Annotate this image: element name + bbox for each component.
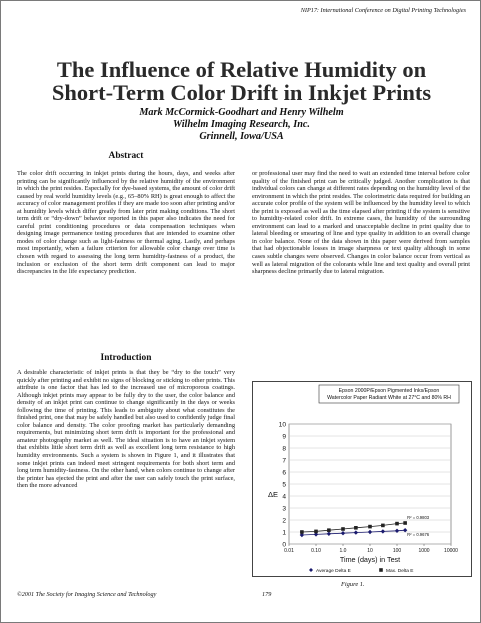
y-tick-label: 10 bbox=[278, 421, 286, 429]
y-tick-label: 5 bbox=[282, 481, 286, 489]
abstract-text: The color drift occurring in inkjet prints during the hours, days, and weeks after printing can be significantly influenced by the relative humidity of the environment in which the print resides. Especially for dye-based systems, the amount of color drift caused by real world humidity levels (e.g., 65–80% RH) is great enough to affect the accuracy of color management profiles if they are made too soon after printing and/or at humidity levels which differ greatly from later print making conditions. The short term drift or “dry-down” behavior reported in this paper also indicates the need for careful print conditioning procedures or data compensation techniques when designing image permanence testing procedures that are intended to examine other modes of color change such as light-fastness or thermal aging. Lastly, and perhaps most importantly, when a failure criterion for allowable color change over time is chosen with regard to assessing the long term humidity-fastness of a product, the inclusion or exclusion of the short term drift component can lead to major discrepancies in the life expectancy prediction. bbox=[17, 170, 235, 276]
r-squared-label: R² = 0.9803 bbox=[407, 515, 430, 520]
footer-page-number: 179 bbox=[262, 591, 272, 598]
location: Grinnell, Iowa/USA bbox=[199, 131, 284, 142]
introduction-heading: Introduction bbox=[100, 353, 152, 363]
y-tick-label: 3 bbox=[282, 505, 286, 513]
chart-svg bbox=[253, 382, 471, 576]
legend-label: Max. Delta E bbox=[386, 568, 414, 574]
max-delta-e-point bbox=[341, 527, 345, 531]
y-tick-label: 2 bbox=[282, 517, 286, 525]
figure-1-chart bbox=[252, 381, 472, 577]
max-delta-e-point bbox=[403, 521, 407, 525]
r-squared-label: R² = 0.9676 bbox=[407, 532, 430, 538]
abstract-continued-text: or professional user may find the need to wait an extended time interval before color quality of the finished print can be critically judged. Another complication is that individual colors can change at different rates depending on the humidity level of the environment in which the print resides. The colorimetric data required for building an accurate color profile of the system will be influenced by the humidity level to which the print is exposed as well as the time elapsed after printing if the system is sensitive to humidity-related color drift. In extreme cases, the humidity of the surrounding environment can lead to a marked and unacceptable decline in print quality due to lateral bleeding or smearing of line and type quality in addition to an overall change in color balance. None of the data shown in this paper were derived from samples that had objectionable losses in image sharpness or text quality although in some cases subtle changes were observed. Changes in color balance occur from vertical as well as lateral migration of the colorants while line and text quality and overall print sharpness decline primarily due to lateral migration. bbox=[252, 170, 470, 276]
max-delta-e-point bbox=[381, 524, 385, 528]
max-delta-e-point bbox=[354, 526, 358, 530]
paper-title bbox=[1, 58, 481, 104]
x-tick-label: 1.0 bbox=[339, 548, 347, 554]
title-line-2: Short-Term Color Drift in Inkjet Prints bbox=[51, 80, 432, 105]
x-tick-label: 0.01 bbox=[284, 548, 294, 554]
y-axis-label: ΔE bbox=[267, 490, 279, 499]
y-tick-label: 6 bbox=[282, 469, 286, 477]
legend-marker-average bbox=[309, 568, 313, 572]
max-delta-e-point bbox=[300, 530, 304, 534]
x-tick-label: 0.10 bbox=[311, 548, 321, 554]
x-tick-label: 1000 bbox=[418, 548, 430, 554]
max-delta-e-point bbox=[368, 525, 372, 529]
x-axis-label: Time (days) in Test bbox=[339, 555, 401, 564]
y-tick-label: 0 bbox=[282, 541, 286, 549]
figure-caption: Figure 1. bbox=[341, 581, 365, 588]
chart-title-line-2: Watercolor Paper Radiant White at 27°C and 80% RH bbox=[327, 395, 451, 401]
max-delta-e-point bbox=[327, 528, 331, 532]
y-tick-label: 8 bbox=[282, 445, 286, 453]
y-tick-label: 1 bbox=[282, 529, 286, 537]
abstract-heading: Abstract bbox=[108, 151, 144, 161]
introduction-text: A desirable characteristic of inkjet prints is that they be “dry to the touch” very quickly after printing and exhibit no signs of blocking or sticking to other prints. This attribute is one factor that has led to the increased use of microporous coatings. Although inkjet prints may appear to be fully dry to the user, the color balance and density of an inkjet print can continue to change significantly in the days or weeks following the time of printing. This leads to ambiguity about what constitutes the finished print, one that may be safely handled but also used to confidently judge final color balance and density. The color proofing market has particularly demanding requirements, but minimizing short term drift is important for the professional and amateur photography market as well. The ideal situation is to have an inkjet system that exhibits little short term drift as well as excellent long term resistance to high humidity environments. Such a system is shown in Figure 1, and it illustrates that some inkjet prints can indeed meet stringent requirements for both short term and long term humidity-fastness. On the other hand, when colors continue to change after the printer has ejected the print and after the user can safely touch the print surface, then the more advanced bbox=[17, 369, 235, 490]
y-tick-label: 7 bbox=[282, 457, 286, 465]
authors: Mark McCormick-Goodhart and Henry Wilhelm bbox=[139, 107, 344, 118]
footer-copyright: ©2001 The Society for Imaging Science and Technology bbox=[17, 591, 157, 598]
author-block bbox=[1, 107, 481, 143]
y-tick-label: 9 bbox=[282, 433, 286, 441]
x-tick-label: 100 bbox=[392, 548, 402, 554]
x-tick-label: 10 bbox=[367, 548, 373, 554]
chart-title-line-1: Epson 2000P/Epson Pigmented Inks/Epson bbox=[338, 388, 440, 394]
max-delta-e-point bbox=[314, 530, 318, 534]
max-delta-e-point bbox=[395, 522, 399, 526]
legend-marker-max bbox=[379, 568, 383, 572]
title-line-1: The Influence of Relative Humidity on bbox=[56, 57, 427, 82]
affiliation: Wilhelm Imaging Research, Inc. bbox=[173, 119, 310, 130]
conference-header: NIP17: International Conference on Digital Printing Technologies bbox=[300, 7, 466, 14]
legend-label: Average Delta E bbox=[316, 568, 351, 574]
x-tick-label: 10000 bbox=[444, 548, 458, 554]
y-tick-label: 4 bbox=[282, 493, 286, 501]
